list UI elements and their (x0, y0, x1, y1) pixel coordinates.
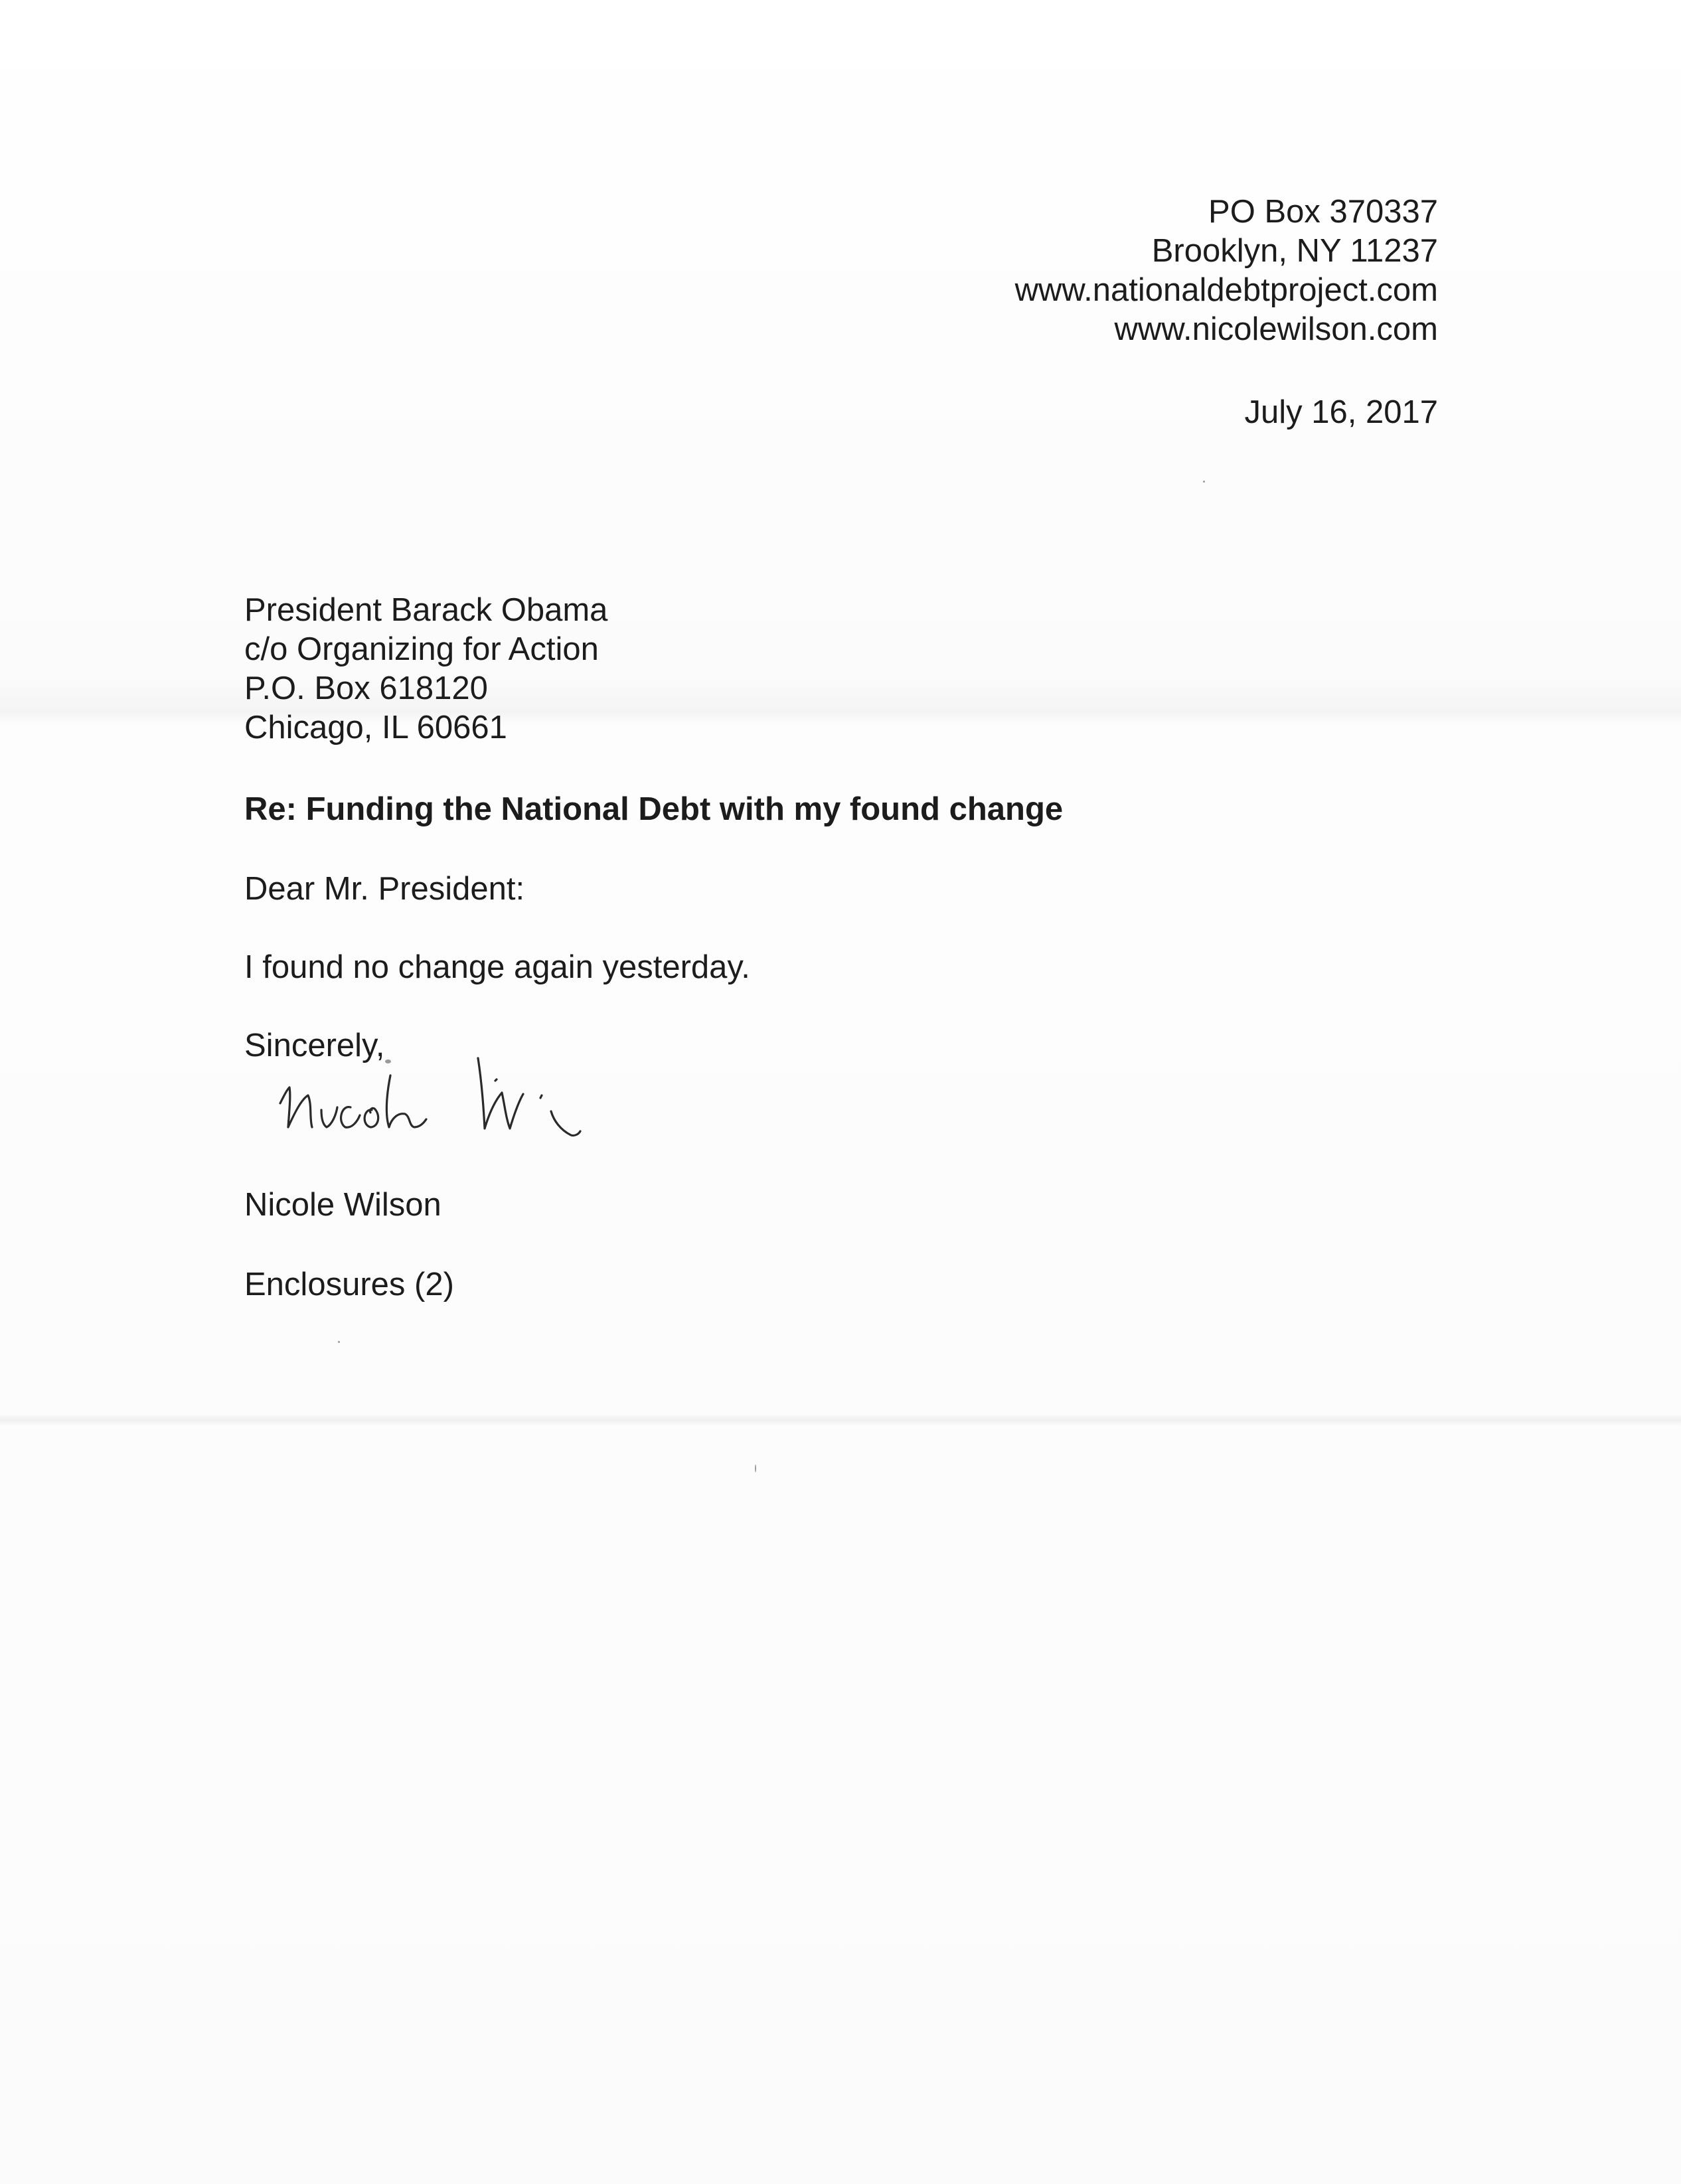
paper-speck (385, 1059, 391, 1063)
signer-name: Nicole Wilson (244, 1187, 441, 1223)
enclosures-note: Enclosures (2) (244, 1267, 454, 1302)
sender-city-state-zip: Brooklyn, NY 11237 (1151, 233, 1438, 269)
closing: Sincerely, (244, 1028, 385, 1063)
letter-body: I found no change again yesterday. (244, 949, 750, 985)
sender-website-personal: www.nicolewilson.com (1114, 311, 1438, 347)
paper-fold-crease (0, 1414, 1681, 1426)
signature-stroke-wi (478, 1058, 580, 1136)
recipient-care-of: c/o Organizing for Action (244, 631, 599, 667)
salutation: Dear Mr. President: (244, 871, 525, 907)
recipient-address-block (244, 591, 607, 747)
signature-stroke-nicole (280, 1075, 426, 1127)
paper-speck (1203, 481, 1205, 483)
subject-line: Re: Funding the National Debt with my found change (244, 791, 1064, 827)
paper-speck (338, 1341, 340, 1343)
sender-address-block (1015, 193, 1438, 349)
sender-po-box: PO Box 370337 (1208, 194, 1438, 230)
letter-date: July 16, 2017 (1244, 394, 1438, 430)
recipient-po-box: P.O. Box 618120 (244, 670, 488, 706)
recipient-city-state-zip: Chicago, IL 60661 (244, 710, 507, 745)
paper-speck (755, 1464, 756, 1472)
recipient-name: President Barack Obama (244, 592, 608, 628)
signature-dot (495, 1079, 497, 1081)
sender-website-project: www.nationaldebtproject.com (1014, 272, 1438, 308)
handwritten-signature (272, 1049, 697, 1155)
